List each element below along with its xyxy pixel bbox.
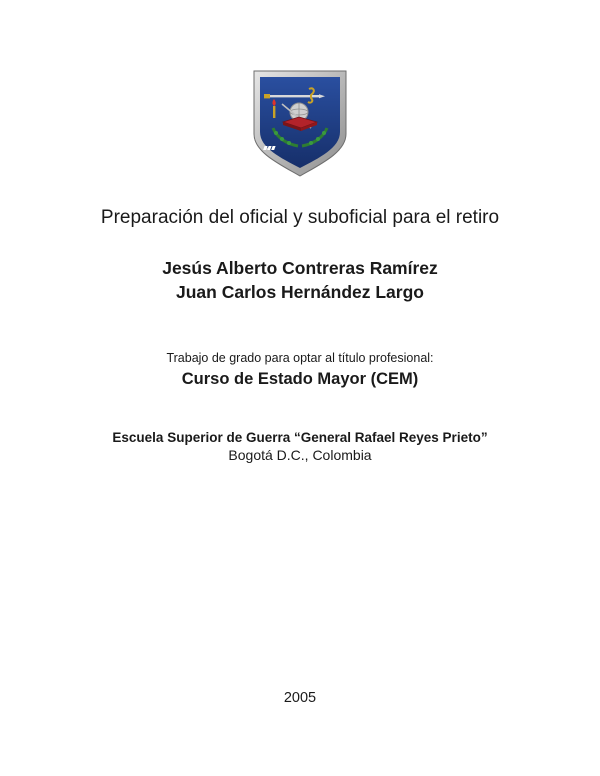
authors <box>0 256 600 304</box>
city: Bogotá D.C., Colombia <box>228 447 372 463</box>
degree-intro: Trabajo de grado para optar al título profesional: <box>166 351 434 365</box>
degree-name: Curso de Estado Mayor (CEM) <box>181 370 419 388</box>
year: 2005 <box>283 690 317 706</box>
crest-logo <box>251 68 349 178</box>
school-name: Escuela Superior de Guerra “General Rafael Reyes Prieto” <box>112 430 488 445</box>
author-name: Jesús Alberto Contreras Ramírez <box>162 258 438 278</box>
military-school-crest-icon <box>251 68 349 178</box>
author-name: Juan Carlos Hernández Largo <box>176 282 424 302</box>
document-title: Preparación del oficial y suboficial para el retiro <box>100 207 500 228</box>
